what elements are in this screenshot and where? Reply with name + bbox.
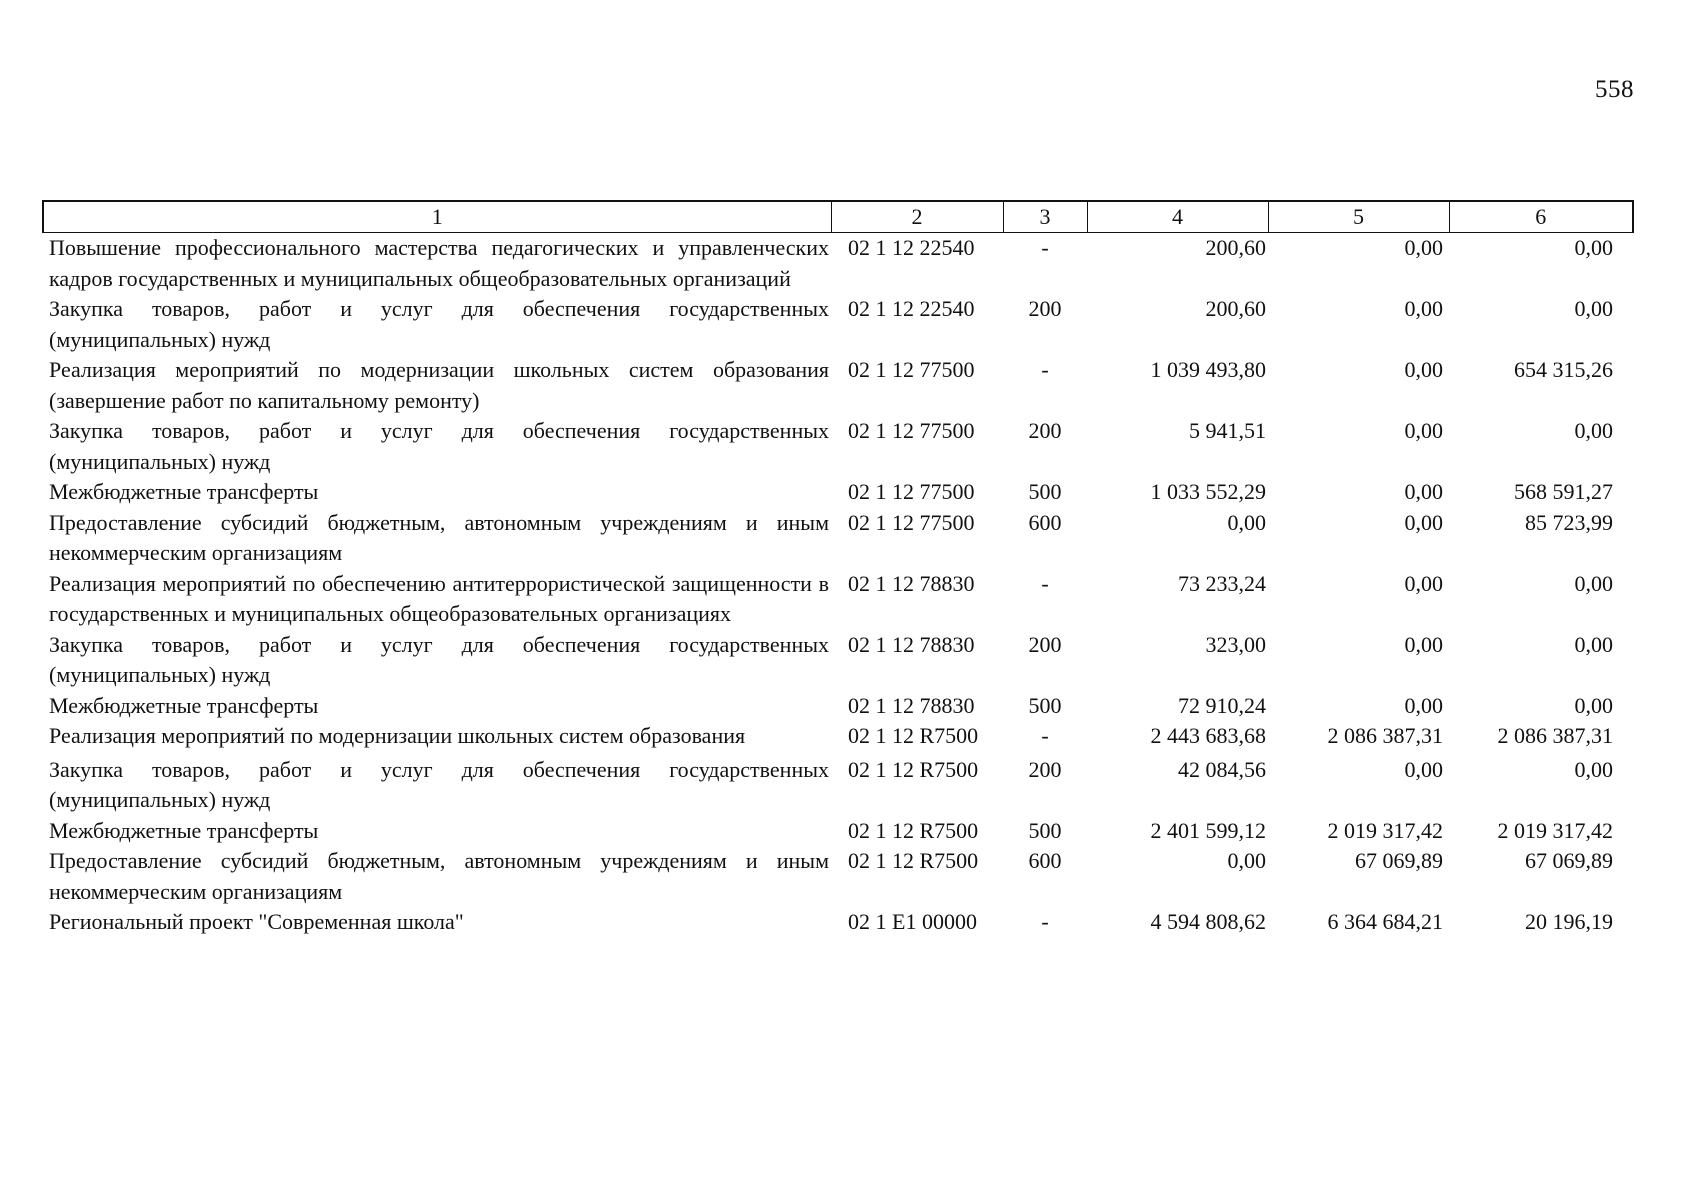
row-value-col4-cell: 1 039 493,80 — [1150, 357, 1266, 382]
row-value-col4-cell: 323,00 — [1205, 631, 1266, 657]
row-value-col4-cell: 0,00 — [1227, 848, 1266, 873]
row-name-cell: Предоставление субсидий бюджетным, автономным учреждениям и иным некоммерческим организациям — [49, 848, 829, 904]
row-value-col4-cell: 73 233,24 — [1178, 570, 1266, 596]
row-expense-type-cell: 200 — [1028, 631, 1062, 657]
row-value-col6-cell: 0,00 — [1574, 692, 1613, 718]
page-number: 558 — [1595, 76, 1634, 103]
row-code-cell: 02 1 12 R7500 — [848, 756, 979, 782]
row-expense-type-cell: 500 — [1028, 479, 1062, 504]
table-row — [43, 907, 1633, 938]
table-row — [43, 691, 1633, 722]
row-expense-type-cell: - — [1041, 570, 1049, 596]
row-name-cell: Предоставление субсидий бюджетным, автономным учреждениям и иным некоммерческим организациям — [49, 509, 829, 565]
row-code-cell: 02 1 12 77500 — [848, 418, 975, 443]
row-code-cell: 02 1 12 78830 — [848, 570, 975, 596]
table-row — [43, 233, 1633, 295]
table-row — [43, 477, 1633, 508]
row-value-col5-cell: 0,00 — [1404, 631, 1443, 657]
row-name-cell: Закупка товаров, работ и услуг для обеспечения государственных (муниципальных) нужд — [49, 631, 829, 687]
row-name-cell: Закупка товаров, работ и услуг для обеспечения государственных (муниципальных) нужд — [49, 296, 829, 352]
row-value-col6-cell: 67 069,89 — [1525, 848, 1613, 873]
row-name-cell: Региональный проект "Современная школа" — [49, 909, 464, 934]
row-value-col6-cell: 0,00 — [1574, 296, 1613, 321]
row-name-cell: Реализация мероприятий по модернизации школьных систем образования (завершение работ по капитальному ремонту) — [49, 357, 829, 413]
row-code-cell: 02 1 12 22540 — [848, 235, 975, 260]
row-name-cell: Межбюджетные трансферты — [49, 692, 319, 718]
row-expense-type-cell: - — [1041, 235, 1049, 260]
row-value-col5-cell: 6 364 684,21 — [1327, 909, 1443, 934]
row-value-col5-cell: 0,00 — [1404, 692, 1443, 718]
table-row — [43, 508, 1633, 569]
table-row — [43, 569, 1633, 630]
row-value-col5-cell: 67 069,89 — [1355, 848, 1443, 873]
table-row — [43, 846, 1633, 907]
row-code-cell: 02 1 12 77500 — [848, 357, 975, 382]
row-value-col5-cell: 0,00 — [1404, 509, 1443, 535]
row-value-col6-cell: 0,00 — [1574, 235, 1613, 260]
row-value-col4-cell: 4 594 808,62 — [1150, 909, 1266, 934]
row-value-col5-cell: 0,00 — [1404, 418, 1443, 443]
row-value-col6-cell: 568 591,27 — [1514, 479, 1613, 504]
row-value-col4-cell: 200,60 — [1205, 235, 1266, 260]
row-expense-type-cell: 500 — [1028, 817, 1062, 843]
row-name-cell: Реализация мероприятий по модернизации школьных систем образования — [49, 723, 746, 748]
row-expense-type-cell: 600 — [1028, 848, 1062, 873]
row-value-col4-cell: 2 443 683,68 — [1150, 723, 1266, 748]
row-value-col4-cell: 0,00 — [1227, 509, 1266, 535]
row-value-col5-cell: 0,00 — [1404, 570, 1443, 596]
row-value-col6-cell: 654 315,26 — [1514, 357, 1613, 382]
row-value-col5-cell: 0,00 — [1404, 479, 1443, 504]
row-code-cell: 02 1 12 78830 — [848, 631, 975, 657]
table-row — [43, 630, 1633, 691]
row-code-cell: 02 1 12 R7500 — [848, 723, 979, 748]
row-value-col4-cell: 1 033 552,29 — [1150, 479, 1266, 504]
row-code-cell: 02 1 E1 00000 — [848, 909, 977, 934]
row-code-cell: 02 1 12 22540 — [848, 296, 975, 321]
row-name-cell: Межбюджетные трансферты — [49, 817, 319, 843]
column-header-3: 3 — [1003, 201, 1087, 233]
row-code-cell: 02 1 12 R7500 — [848, 848, 979, 873]
table-row — [43, 816, 1633, 847]
row-value-col4-cell: 2 401 599,12 — [1150, 817, 1266, 843]
row-value-col6-cell: 0,00 — [1574, 631, 1613, 657]
row-value-col6-cell: 2 019 317,42 — [1497, 817, 1613, 843]
row-value-col5-cell: 0,00 — [1404, 296, 1443, 321]
row-name-cell: Закупка товаров, работ и услуг для обеспечения государственных (муниципальных) нужд — [49, 756, 829, 812]
table-row — [43, 416, 1633, 477]
row-code-cell: 02 1 12 78830 — [848, 692, 975, 718]
row-value-col6-cell: 85 723,99 — [1525, 509, 1613, 535]
row-expense-type-cell: 200 — [1028, 418, 1062, 443]
row-expense-type-cell: 200 — [1028, 756, 1062, 782]
column-header-6: 6 — [1449, 201, 1633, 233]
row-value-col6-cell: 0,00 — [1574, 570, 1613, 596]
row-name-cell: Повышение профессионального мастерства педагогических и управленческих кадров государственных и муниципальных общеобразовательных организаций — [49, 235, 829, 291]
table-row — [43, 355, 1633, 416]
row-expense-type-cell: - — [1041, 723, 1049, 748]
row-value-col6-cell: 0,00 — [1574, 756, 1613, 782]
column-header-5: 5 — [1268, 201, 1449, 233]
row-value-col6-cell: 20 196,19 — [1525, 909, 1613, 934]
row-value-col5-cell: 0,00 — [1404, 235, 1443, 260]
row-value-col5-cell: 2 019 317,42 — [1327, 817, 1443, 843]
column-header-4: 4 — [1087, 201, 1268, 233]
row-expense-type-cell: - — [1041, 909, 1049, 934]
table-row — [43, 721, 1633, 752]
row-name-cell: Закупка товаров, работ и услуг для обеспечения государственных (муниципальных) нужд — [49, 418, 829, 474]
row-expense-type-cell: 600 — [1028, 509, 1062, 535]
row-value-col6-cell: 2 086 387,31 — [1497, 723, 1613, 748]
row-value-col4-cell: 5 941,51 — [1189, 418, 1266, 443]
row-code-cell: 02 1 12 77500 — [848, 479, 975, 504]
row-expense-type-cell: 200 — [1028, 296, 1062, 321]
row-value-col5-cell: 0,00 — [1404, 357, 1443, 382]
row-value-col4-cell: 72 910,24 — [1178, 692, 1266, 718]
table-header-row — [43, 201, 1633, 233]
column-header-1: 1 — [43, 201, 831, 233]
row-expense-type-cell: - — [1041, 357, 1049, 382]
budget-table — [42, 200, 1634, 938]
row-value-col4-cell: 42 084,56 — [1178, 756, 1266, 782]
column-header-2: 2 — [831, 201, 1003, 233]
row-code-cell: 02 1 12 R7500 — [848, 817, 979, 843]
row-name-cell: Межбюджетные трансферты — [49, 479, 319, 504]
row-value-col6-cell: 0,00 — [1574, 418, 1613, 443]
row-code-cell: 02 1 12 77500 — [848, 509, 975, 535]
row-value-col4-cell: 200,60 — [1205, 296, 1266, 321]
row-expense-type-cell: 500 — [1028, 692, 1062, 718]
row-value-col5-cell: 2 086 387,31 — [1327, 723, 1443, 748]
row-value-col5-cell: 0,00 — [1404, 756, 1443, 782]
table-row — [43, 294, 1633, 355]
row-name-cell: Реализация мероприятий по обеспечению антитеррористической защищенности в государственных и муниципальных общеобразовательных организациях — [49, 570, 829, 626]
table-row — [43, 752, 1633, 816]
